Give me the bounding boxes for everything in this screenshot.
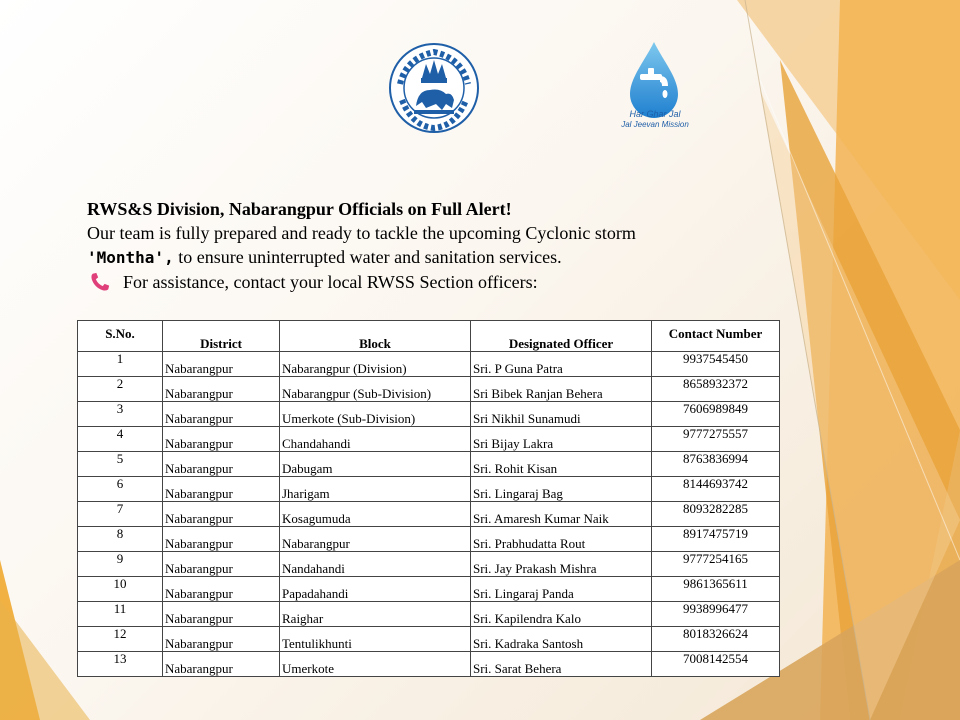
cell-sno: 3 <box>78 402 163 427</box>
table-row <box>78 552 780 577</box>
har-ghar-jal-name: Har Ghar Jal <box>629 109 681 119</box>
message-line-1: Our team is fully prepared and ready to tackle the upcoming Cyclonic storm <box>87 223 636 243</box>
cell-block: Jharigam <box>280 477 471 502</box>
cell-sno: 2 <box>78 377 163 402</box>
cell-officer: Sri. Prabhudatta Rout <box>471 527 652 552</box>
cell-contact-number: 8763836994 <box>652 452 780 477</box>
cell-sno: 4 <box>78 427 163 452</box>
cell-contact-number: 8144693742 <box>652 477 780 502</box>
cell-district: Nabarangpur <box>163 627 280 652</box>
table-row <box>78 377 780 402</box>
cell-officer: Sri Bibek Ranjan Behera <box>471 377 652 402</box>
cell-block: Tentulikhunti <box>280 627 471 652</box>
cell-block: Dabugam <box>280 452 471 477</box>
table-row <box>78 402 780 427</box>
cell-block: Chandahandi <box>280 427 471 452</box>
cell-contact-number: 8917475719 <box>652 527 780 552</box>
cell-sno: 7 <box>78 502 163 527</box>
cell-contact-number: 8093282285 <box>652 502 780 527</box>
cell-block: Nandahandi <box>280 552 471 577</box>
cell-officer: Sri. Kapilendra Kalo <box>471 602 652 627</box>
message-line-2-rest: to ensure uninterrupted water and sanitation services. <box>173 247 562 267</box>
table-row <box>78 577 780 602</box>
table-header-row <box>78 321 780 352</box>
cell-contact-number: 7008142554 <box>652 652 780 677</box>
cell-block: Umerkote (Sub-Division) <box>280 402 471 427</box>
cell-district: Nabarangpur <box>163 652 280 677</box>
cell-sno: 11 <box>78 602 163 627</box>
cell-contact-number: 9937545450 <box>652 352 780 377</box>
message-line-2 <box>87 245 767 270</box>
cell-officer: Sri. Lingaraj Bag <box>471 477 652 502</box>
table-row <box>78 452 780 477</box>
cell-contact-number: 9777254165 <box>652 552 780 577</box>
cell-district: Nabarangpur <box>163 427 280 452</box>
cell-sno: 5 <box>78 452 163 477</box>
cell-block: Raighar <box>280 602 471 627</box>
table-row <box>78 602 780 627</box>
cell-officer: Sri. Sarat Behera <box>471 652 652 677</box>
header-block: Block <box>280 321 471 352</box>
header-contact-number: Contact Number <box>652 321 780 352</box>
cell-district: Nabarangpur <box>163 502 280 527</box>
table-row <box>78 427 780 452</box>
assistance-line <box>87 270 767 294</box>
cell-block: Papadahandi <box>280 577 471 602</box>
cell-block: Nabarangpur <box>280 527 471 552</box>
cell-sno: 9 <box>78 552 163 577</box>
cell-district: Nabarangpur <box>163 352 280 377</box>
cell-district: Nabarangpur <box>163 552 280 577</box>
cell-officer: Sri. Amaresh Kumar Naik <box>471 502 652 527</box>
cell-district: Nabarangpur <box>163 527 280 552</box>
header-officer: Designated Officer <box>471 321 652 352</box>
cell-district: Nabarangpur <box>163 377 280 402</box>
assistance-text: For assistance, contact your local RWSS Section officers: <box>123 272 538 292</box>
cell-sno: 13 <box>78 652 163 677</box>
cell-contact-number: 7606989849 <box>652 402 780 427</box>
header-district: District <box>163 321 280 352</box>
cell-contact-number: 9777275557 <box>652 427 780 452</box>
storm-name: 'Montha', <box>87 248 174 267</box>
cell-sno: 6 <box>78 477 163 502</box>
table-row <box>78 627 780 652</box>
table-row <box>78 527 780 552</box>
cell-contact-number: 9938996477 <box>652 602 780 627</box>
alert-message <box>87 197 767 294</box>
cell-contact-number: 8658932372 <box>652 377 780 402</box>
officer-contacts-table <box>77 320 780 677</box>
cell-officer: Sri. Kadraka Santosh <box>471 627 652 652</box>
table-row <box>78 477 780 502</box>
cell-district: Nabarangpur <box>163 577 280 602</box>
cell-block: Kosagumuda <box>280 502 471 527</box>
table-row <box>78 352 780 377</box>
cell-block: Umerkote <box>280 652 471 677</box>
alert-headline: RWS&S Division, Nabarangpur Officials on Full Alert! <box>87 199 512 219</box>
cell-contact-number: 9861365611 <box>652 577 780 602</box>
cell-sno: 12 <box>78 627 163 652</box>
cell-district: Nabarangpur <box>163 452 280 477</box>
header-sno: S.No. <box>78 321 163 352</box>
jal-jeevan-mission-tagline: Jal Jeevan Mission <box>621 120 689 129</box>
cell-officer: Sri. Lingaraj Panda <box>471 577 652 602</box>
cell-block: Nabarangpur (Division) <box>280 352 471 377</box>
cell-block: Nabarangpur (Sub-Division) <box>280 377 471 402</box>
cell-district: Nabarangpur <box>163 477 280 502</box>
odisha-emblem-icon <box>386 38 482 134</box>
cell-officer: Sri Bijay Lakra <box>471 427 652 452</box>
table-row <box>78 502 780 527</box>
cell-officer: Sri. Rohit Kisan <box>471 452 652 477</box>
cell-district: Nabarangpur <box>163 402 280 427</box>
cell-sno: 8 <box>78 527 163 552</box>
cell-officer: Sri. Jay Prakash Mishra <box>471 552 652 577</box>
cell-district: Nabarangpur <box>163 602 280 627</box>
cell-sno: 1 <box>78 352 163 377</box>
cell-officer: Sri Nikhil Sunamudi <box>471 402 652 427</box>
cell-sno: 10 <box>78 577 163 602</box>
table-row <box>78 652 780 677</box>
telephone-receiver-icon <box>89 271 111 293</box>
cell-officer: Sri. P Guna Patra <box>471 352 652 377</box>
cell-contact-number: 8018326624 <box>652 627 780 652</box>
